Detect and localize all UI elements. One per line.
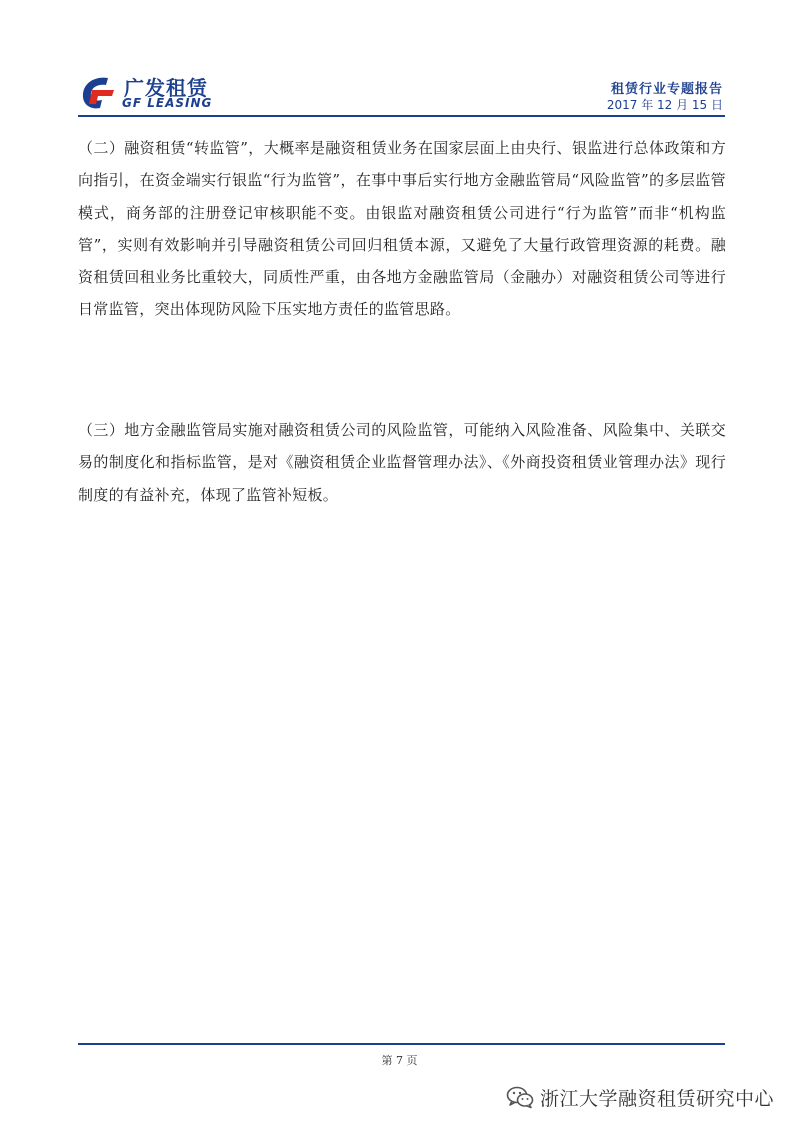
page-header xyxy=(0,0,799,120)
paragraph-local-risk-supervision: （三）地方金融监管局实施对融资租赁公司的风险监管，可能纳入风险准备、风险集中、关联交易的制度化和指标监管，是对《融资租赁企业监督管理办法》、《外商投资租赁业管理办法》现行制度的有益补充，体现了监管补短板。 xyxy=(78,421,726,504)
page-number: 第 7 页 xyxy=(381,1054,418,1067)
wechat-icon xyxy=(506,1085,534,1109)
header-divider xyxy=(78,115,725,117)
logo-text-cn: 广发租赁 xyxy=(124,76,208,100)
paragraph-regulatory-transfer: （二）融资租赁“转监管”，大概率是融资租赁业务在国家层面上由央行、银监进行总体政策和方向指引，在资金端实行银监“行为监管”，在事中事后实行地方金融监管局“风险监管”的多层监管模式，商务部的注册登记审核职能不变。由银监对融资租赁公司进行“行为监管”而非“机构监管”，实则有效影响并引导融资租赁公司回归租赁本源，又避免了大量行政管理资源的耗费。融资租赁回租业务比重较大，同质性严重，由各地方金融监管局（金融办）对融资租赁公司等进行日常监管，突出体现防风险下压实地方责任的监管思路。 xyxy=(78,139,726,319)
report-type: 租赁行业专题报告 xyxy=(610,82,723,97)
gf-logo-icon xyxy=(78,72,118,112)
report-date: 2017 年 12 月 15 日 xyxy=(606,98,723,112)
logo-text-en: GF LEASING xyxy=(122,96,213,110)
wechat-watermark xyxy=(506,1082,774,1112)
watermark-text: 浙江大学融资租赁研究中心 xyxy=(540,1087,775,1110)
company-logo xyxy=(78,72,228,112)
footer-divider xyxy=(78,1043,725,1045)
